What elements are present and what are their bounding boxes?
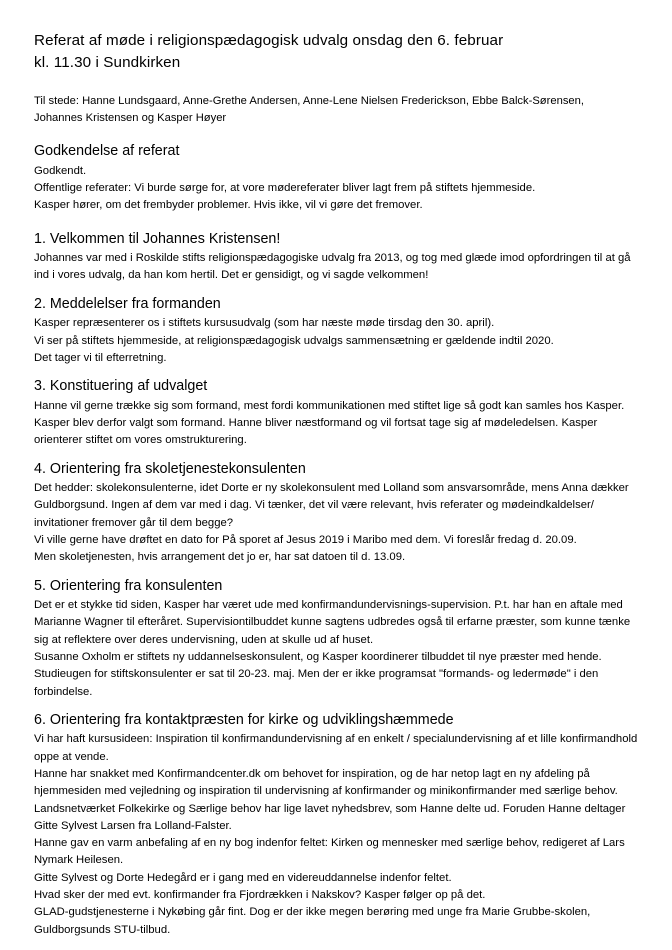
section-heading: Godkendelse af referat bbox=[34, 143, 180, 160]
section-paragraph: Gitte Sylvest og Dorte Hedegård er i gang med en videreuddannelse indenfor feltet. bbox=[34, 871, 452, 884]
section-heading: 4. Orientering fra skoletjenestekonsulenten bbox=[34, 460, 306, 477]
document-title bbox=[34, 30, 638, 73]
section-konstituering bbox=[34, 377, 638, 449]
section-paragraph: Men skoletjenesten, hvis arrangement det jo er, har sat datoen til d. 13.09. bbox=[34, 551, 406, 564]
section-paragraph: Susanne Oxholm er stiftets ny uddannelseskonsulent, og Kasper koordinerer tilbuddet til nye præster med hende. bbox=[34, 651, 602, 663]
section-heading: 6. Orientering fra kontaktpræsten for kirke og udviklingshæmmede bbox=[34, 711, 454, 728]
section-paragraph: Landsnetværket Folkekirke og Særlige behov har lige lavet nyhedsbrev, som Hanne delte ud. Foruden Hanne deltager Gitte Sylvest Larsen fra Lolland-Falster. bbox=[34, 802, 626, 832]
section-heading: 1. Velkommen til Johannes Kristensen! bbox=[34, 230, 281, 247]
section-paragraph: Det er et stykke tid siden, Kasper har været ude med konfirmandundervisnings-supervision. P.t. har han en aftale med Marianne Wagner til efteråret. Supervisiontilbuddet kunne sagtens udbredes også til erfarne præster, som kunne tænke sig at reflektere over deres undervisning, uden at skulle ud af huset. bbox=[34, 599, 631, 646]
section-paragraph: Vi ville gerne have drøftet en dato for På sporet af Jesus 2019 i Maribo med dem. Vi foreslår fredag d. 20.09. bbox=[34, 534, 577, 547]
section-velkommen bbox=[34, 230, 638, 285]
section-paragraph: GLAD-gudstjenesterne i Nykøbing går fint. Dog er der ikke megen berøring med unge fra Marie Grubbe-skolen, Guldborgsunds STU-tilbud. bbox=[34, 906, 591, 936]
section-skoletjenestekonsulenten bbox=[34, 460, 638, 567]
section-meddelelser bbox=[34, 295, 638, 367]
attendees-block bbox=[34, 93, 638, 127]
section-paragraph: Johannes var med i Roskilde stifts religionspædagogiske udvalg fra 2013, og tog med glæde imod opfordringen til at gå ind i vores udvalg, da han kom hertil. Det er gensidigt, og vi sagde velkommen! bbox=[34, 252, 631, 282]
section-paragraph: Vi ser på stiftets hjemmeside, at religionspædagogisk udvalgs sammensætning er gældende indtil 2020. bbox=[34, 334, 554, 347]
section-konsulenten bbox=[34, 577, 638, 701]
section-paragraph: Det hedder: skolekonsulenterne, idet Dorte er ny skolekonsulent med Lolland som ansvarsområde, mens Anna dækker Guldborgsund. Ingen af dem var med i dag. Vi tænker, det vil være relevant, hvis referater og mødeindkaldelser/ invitationer fremover går til dem begge? bbox=[34, 482, 629, 529]
section-paragraph: Vi har haft kursusideen: Inspiration til konfirmandundervisning af en enkelt / specialundervisning af et lille konfirmandhold oppe at vende. bbox=[34, 733, 638, 763]
section-paragraph: Godkendt. bbox=[34, 164, 87, 177]
section-paragraph: Offentlige referater: Vi burde sørge for, at vore mødereferater bliver lagt frem på stiftets hjemmeside. bbox=[34, 182, 536, 195]
section-godkendelse bbox=[34, 142, 638, 214]
attendees-line-1: Til stede: Hanne Lundsgaard, Anne-Grethe Andersen, Anne-Lene Nielsen Frederickson, Ebbe Balck-Sørensen, bbox=[34, 95, 584, 108]
attendees-line-2: Johannes Kristensen og Kasper Høyer bbox=[34, 112, 227, 125]
document-title-line-2: kl. 11.30 i Sundkirken bbox=[34, 53, 181, 71]
section-paragraph: Kasper repræsenterer os i stiftets kursusudvalg (som har næste møde tirsdag den 30. april). bbox=[34, 317, 495, 330]
section-heading: 5. Orientering fra konsulenten bbox=[34, 577, 223, 594]
section-paragraph: Hanne gav en varm anbefaling af en ny bog indenfor feltet: Kirken og mennesker med særlige behov, redigeret af Lars Nymark Heilesen. bbox=[34, 837, 625, 867]
section-paragraph: Kasper hører, om det frembyder problemer. Hvis ikke, vil vi gøre det fremover. bbox=[34, 199, 423, 212]
document-title-line-1: Referat af møde i religionspædagogisk udvalg onsdag den 6. februar bbox=[34, 32, 504, 49]
section-heading: 3. Konstituering af udvalget bbox=[34, 378, 208, 395]
section-paragraph: Hanne har snakket med Konfirmandcenter.dk om behovet for inspiration, og de har netop lagt en ny afdeling på hjemmesiden med vejledning og inspiration til undervisning af konfirmander og minikonfirmander med særlige behov. bbox=[34, 767, 618, 798]
section-paragraph: Studieugen for stiftskonsulenter er sat til 20-23. maj. Men der er ikke programsat "formands- og ledermøde" i den forbindelse. bbox=[34, 668, 599, 698]
section-paragraph: Det tager vi til efterretning. bbox=[34, 351, 167, 364]
section-kontaktpraesten bbox=[34, 711, 638, 939]
section-heading: 2. Meddelelser fra formanden bbox=[34, 295, 221, 312]
section-paragraph: Hanne vil gerne trække sig som formand, mest fordi kommunikationen med stiftet lige så godt kan samles hos Kasper. Kasper blev derfor valgt som formand. Hanne bliver næstformand og vil fortsat tage sig af mødeledelsen. Kasper orienterer stiftet om vores omstrukturering. bbox=[34, 399, 625, 447]
section-paragraph: Hvad sker der med evt. konfirmander fra Fjordrækken i Nakskov? Kasper følger op på det. bbox=[34, 888, 486, 901]
